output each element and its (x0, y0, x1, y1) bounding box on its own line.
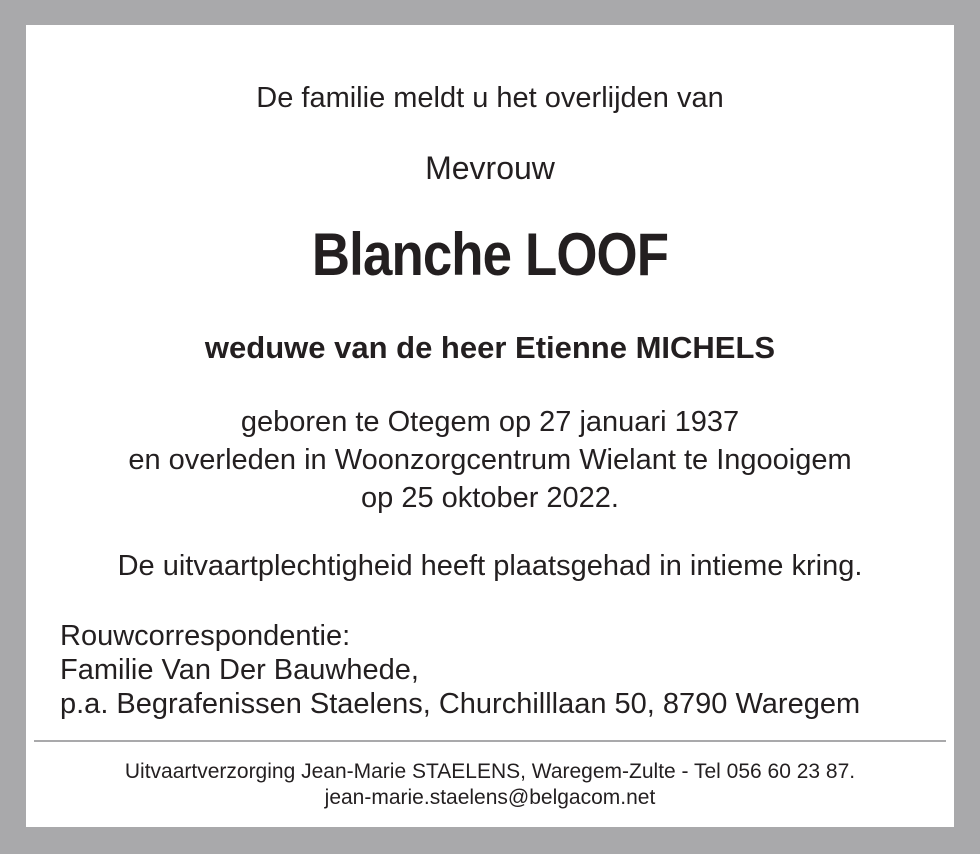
intro-text: De familie meldt u het overlijden van (256, 82, 724, 114)
life-details (26, 403, 954, 517)
funeral-text: De uitvaartplechtigheid heeft plaatsgehad in intieme kring. (117, 550, 863, 582)
correspondence-heading: Rouwcorrespondentie: (60, 620, 351, 652)
death-date-line: op 25 oktober 2022. (361, 482, 619, 514)
footer (26, 759, 954, 811)
correspondence-family: Familie Van Der Bauwhede, (60, 654, 419, 686)
deceased-name: Blanche LOOF (311, 221, 669, 288)
birth-line: geboren te Otegem op 27 januari 1937 (240, 406, 740, 438)
undertaker-email[interactable]: jean-marie.staelens@belgacom.net (324, 786, 656, 809)
spouse-line: weduwe van de heer Etienne MICHELS (204, 330, 776, 365)
correspondence-block (60, 619, 944, 721)
correspondence-address: p.a. Begrafenissen Staelens, Churchilllaan 50, 8790 Waregem (60, 688, 861, 720)
footer-divider (34, 740, 946, 742)
death-place-line: en overleden in Woonzorgcentrum Wielant te Ingooigem (128, 444, 852, 476)
honorific: Mevrouw (425, 150, 555, 186)
undertaker-line: Uitvaartverzorging Jean-Marie STAELENS, Waregem-Zulte - Tel 056 60 23 87. (124, 760, 856, 783)
obituary-card (26, 25, 954, 827)
